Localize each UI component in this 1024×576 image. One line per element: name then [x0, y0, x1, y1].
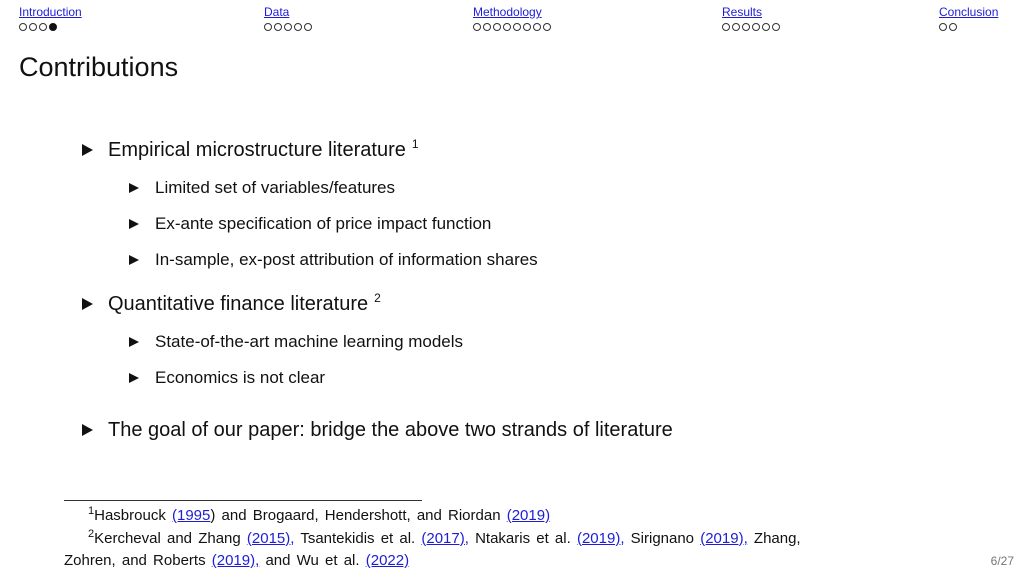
nav-dot[interactable] — [264, 23, 272, 31]
triangle-bullet-icon — [129, 337, 139, 347]
nav-link-data[interactable]: Data — [264, 5, 290, 19]
footnote-text: Zohren, and Roberts — [64, 552, 212, 569]
nav-link-methodology[interactable]: Methodology — [473, 5, 542, 19]
nav-dot[interactable] — [39, 23, 47, 31]
bullet-text: The goal of our paper: bridge the above two strands of literature — [108, 419, 673, 441]
sub-bullet-item — [82, 330, 982, 354]
citation-link[interactable]: (2019), — [576, 529, 625, 547]
footnote-text: Hasbrouck — [94, 507, 172, 524]
nav-dot[interactable] — [284, 23, 292, 31]
sub-bullet-text: In-sample, ex-post attribution of information shares — [155, 250, 538, 269]
nav-section-conclusion — [939, 4, 998, 32]
nav-dot[interactable] — [513, 23, 521, 31]
triangle-bullet-icon — [82, 144, 93, 156]
nav-dot[interactable] — [503, 23, 511, 31]
nav-dot[interactable] — [304, 23, 312, 31]
nav-dot[interactable] — [752, 23, 760, 31]
sub-bullet-text: State-of-the-art machine learning models — [155, 332, 464, 351]
bullet-text: Quantitative finance literature — [108, 293, 369, 315]
footnote-rule — [64, 500, 422, 501]
citation-link[interactable]: (2019), — [700, 529, 748, 547]
footnote-2 — [64, 528, 924, 551]
footnote-text: Kercheval and Zhang — [94, 529, 247, 547]
footnote-text: Zhang, — [747, 529, 801, 547]
nav-dot[interactable] — [742, 23, 750, 31]
triangle-bullet-icon — [129, 373, 139, 383]
citation-link[interactable]: (2019), — [211, 552, 260, 569]
nav-section-methodology — [473, 4, 551, 32]
nav-link-conclusion[interactable]: Conclusion — [939, 5, 999, 19]
footnote-mark: 2 — [88, 527, 95, 540]
footnote-mark: 1 — [88, 505, 95, 517]
triangle-bullet-icon — [129, 219, 139, 229]
nav-dot[interactable] — [533, 23, 541, 31]
nav-dots-results — [722, 22, 780, 32]
bullet-item-goal — [82, 416, 982, 444]
triangle-bullet-icon — [129, 183, 139, 193]
nav-dot[interactable] — [483, 23, 491, 31]
sub-bullet-text: Ex-ante specification of price impact function — [155, 214, 492, 233]
contribution-list — [82, 136, 982, 444]
triangle-bullet-icon — [129, 255, 139, 265]
nav-dots-methodology — [473, 22, 551, 32]
footnote-ref: 2 — [374, 291, 381, 306]
nav-section-introduction — [19, 4, 82, 32]
nav-dot[interactable] — [19, 23, 27, 31]
section-navigation — [0, 4, 1024, 36]
footnote-text: Ntakaris et al. — [468, 529, 577, 547]
triangle-bullet-icon — [82, 424, 93, 436]
nav-dot[interactable] — [294, 23, 302, 31]
citation-link[interactable]: (2019) — [506, 507, 551, 524]
nav-dot[interactable] — [523, 23, 531, 31]
nav-dot[interactable] — [493, 23, 501, 31]
citation-link[interactable]: (2015), — [246, 529, 295, 547]
nav-dot[interactable] — [762, 23, 770, 31]
sub-bullet-text: Economics is not clear — [155, 368, 326, 387]
bullet-item-empirical — [82, 136, 982, 164]
nav-section-data — [264, 4, 312, 32]
nav-dot[interactable] — [274, 23, 282, 31]
nav-dot[interactable] — [473, 23, 481, 31]
nav-dot[interactable] — [543, 23, 551, 31]
nav-section-results — [722, 4, 780, 32]
sub-bullet-item — [82, 366, 982, 390]
nav-dot-current[interactable] — [49, 23, 57, 31]
footnote-text: Tsantekidis et al. — [294, 529, 422, 547]
footnote-2-continued — [64, 550, 924, 573]
footnote-text: ) and Brogaard, Hendershott, and Riordan — [210, 507, 507, 524]
nav-dot[interactable] — [939, 23, 947, 31]
sub-bullet-item — [82, 176, 982, 200]
nav-dots-conclusion — [939, 22, 998, 32]
footnote-1 — [64, 505, 924, 528]
footnote-ref: 1 — [411, 137, 419, 152]
sub-bullet-item — [82, 248, 982, 272]
page-number: 6/27 — [990, 554, 1014, 568]
nav-dot[interactable] — [29, 23, 37, 31]
citation-link[interactable]: (2017), — [421, 529, 469, 547]
sub-bullet-item — [82, 212, 982, 236]
footnote-text: Sirignano — [624, 529, 701, 547]
nav-dot[interactable] — [949, 23, 957, 31]
bullet-text: Empirical microstructure literature — [108, 139, 406, 161]
citation-link[interactable]: (2022) — [365, 552, 410, 569]
nav-link-introduction[interactable]: Introduction — [19, 5, 82, 19]
citation-link[interactable]: (1995 — [172, 507, 211, 524]
nav-dots-introduction — [19, 22, 82, 32]
nav-dots-data — [264, 22, 312, 32]
nav-link-results[interactable]: Results — [722, 5, 763, 19]
nav-dot[interactable] — [772, 23, 780, 31]
slide-title: Contributions — [19, 52, 179, 82]
bullet-item-quantitative — [82, 290, 982, 318]
footnotes — [64, 505, 924, 573]
nav-dot[interactable] — [732, 23, 740, 31]
nav-dot[interactable] — [722, 23, 730, 31]
footnote-text: and Wu et al. — [259, 552, 366, 569]
triangle-bullet-icon — [82, 298, 93, 310]
sub-bullet-text: Limited set of variables/features — [155, 178, 396, 197]
